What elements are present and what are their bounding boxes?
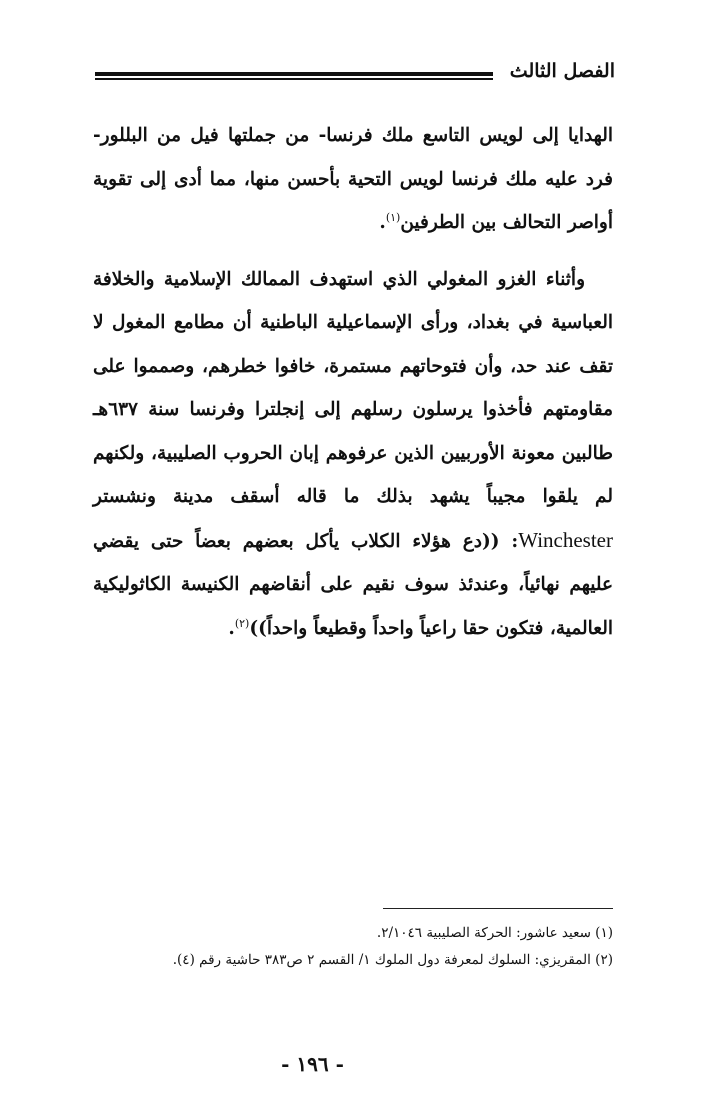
running-header xyxy=(95,58,615,98)
footnote-ref-2: (٢) xyxy=(234,616,250,630)
footnote-separator xyxy=(383,908,613,909)
latin-name-winchester: Winchester xyxy=(518,527,613,552)
paragraph-1 xyxy=(93,114,613,245)
paragraph-1-end: . xyxy=(379,212,386,233)
chapter-title: الفصل الثالث xyxy=(509,60,615,82)
footnote-ref-1: (١) xyxy=(385,210,401,224)
paragraph-1-text: الهدايا إلى لويس التاسع ملك فرنسا- من جملتها فيل من البللور- فرد عليه ملك فرنسا لويس التحية بأحسن منها، مما أدى إلى تقوية أواصر التحالف بين الطرفين xyxy=(93,125,613,233)
footnotes xyxy=(93,920,613,974)
footnote-1: (١) سعيد عاشور: الحركة الصليبية ٢/١٠٤٦. xyxy=(376,925,613,941)
paragraph-2-end: . xyxy=(228,617,235,639)
page-number: - ١٩٦ - xyxy=(281,1052,344,1076)
paragraph-2-part-2: : ((دع هؤلاء الكلاب يأكل بعضهم بعضاً حتى يقضي عليهم نهائياً، وعندئذ سوف نقيم على أنقاضهم الكنيسة الكاثوليكية العالمية، فتكون حقا راعياً واحداً وقطيعاً واحداً)) xyxy=(93,530,613,639)
paragraph-2 xyxy=(93,258,613,651)
footnote-2: (٢) المقريزي: السلوك لمعرفة دول الملوك ١/ القسم ٢ ص٣٨٣ حاشية رقم (٤). xyxy=(172,952,613,968)
paragraph-2-part-1: وأثناء الغزو المغولي الذي استهدف الممالك الإسلامية والخلافة العباسية في بغداد، ورأى الإسماعيلية الباطنية أن مطامع المغول لا تقف عند حد، وأن فتوحاتهم مستمرة، خافوا خطرهم، وصمموا على مقاومتهم فأخذوا يرسلون رسلهم إلى إنجلترا وفرنسا سنة ٦٣٧هـ طالبين معونة الأوربيين الذين عرفوهم إبان الحروب الصليبية، ولكنهم لم يلقوا مجيباً يشهد بذلك ما قاله أسقف مدينة ونشستر xyxy=(93,268,613,507)
main-text xyxy=(93,114,613,650)
